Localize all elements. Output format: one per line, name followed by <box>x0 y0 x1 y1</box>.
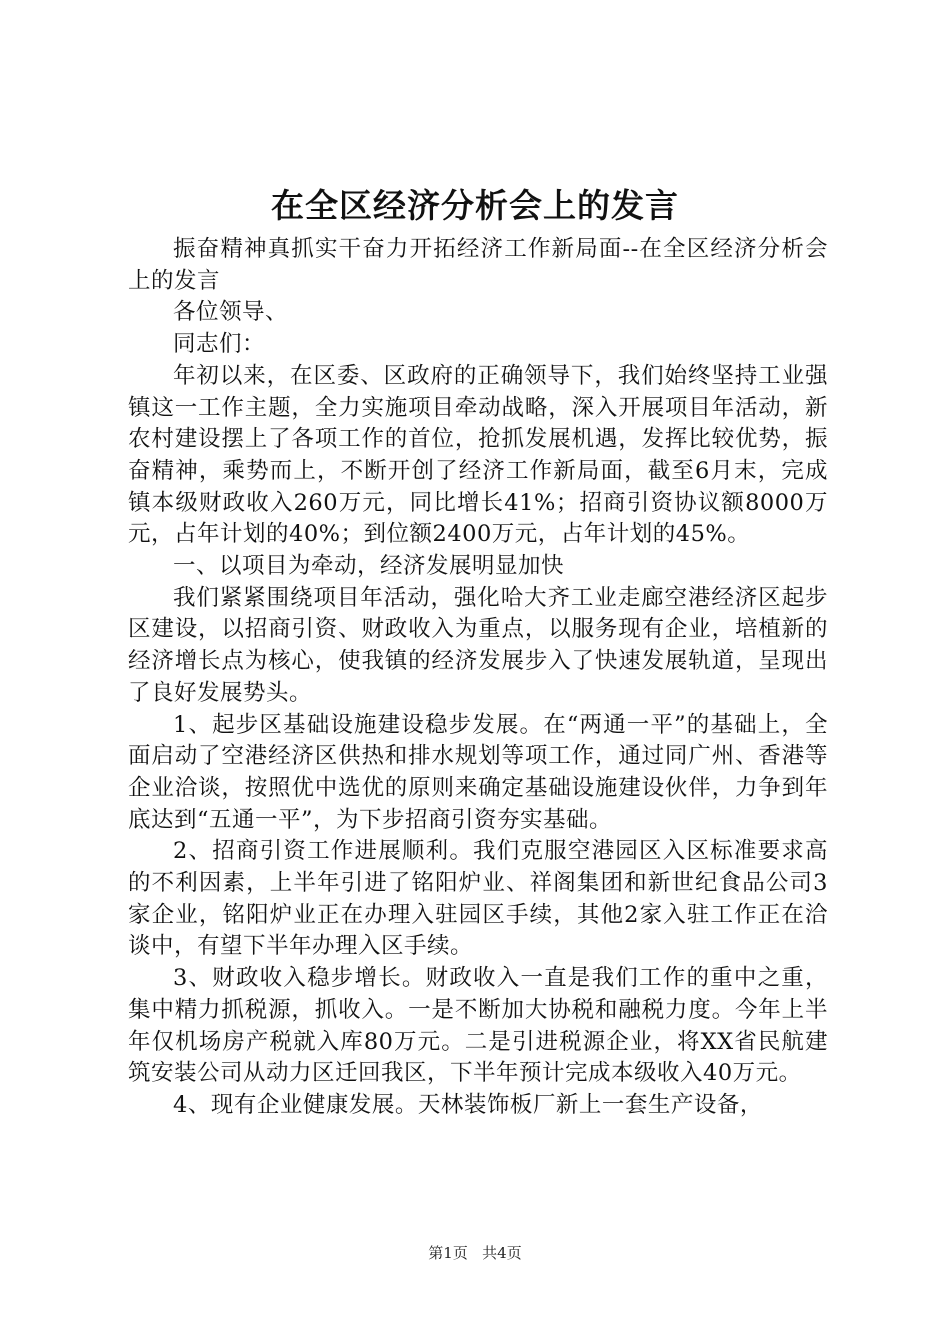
subtitle-paragraph: 振奋精神真抓实干奋力开拓经济工作新局面--在全区经济分析会上的发言 <box>128 236 828 294</box>
item-1-paragraph: 1、起步区基础设施建设稳步发展。在“两通一平”的基础上，全面启动了空港经济区供热和排水规划等项工作，通过同广州、香港等企业洽谈，按照优中选优的原则来确定基础设施建设伙伴，力争到年底达到“五通一平”，为下步招商引资夯实基础。 <box>128 711 828 833</box>
item-2-paragraph: 2、招商引资工作进展顺利。我们克服空港园区入区标准要求高的不利因素，上半年引进了铭阳炉业、祥阁集团和新世纪食品公司3家企业，铭阳炉业正在办理入驻园区手续，其他2家入驻工作正在洽谈中，有望下半年办理入区手续。 <box>128 838 828 960</box>
item-3-paragraph: 3、财政收入稳步增长。财政收入一直是我们工作的重中之重，集中精力抓税源，抓收入。一是不断加大协税和融税力度。今年上半年仅机场房产税就入库80万元。二是引进税源企业，将XX省民航建筑安装公司从动力区迁回我区，下半年预计完成本级收入40万元。 <box>128 965 828 1087</box>
document-body <box>128 234 828 1122</box>
salutation-comrades: 同志们： <box>173 331 266 358</box>
page-number: 第1页 <box>428 1244 468 1262</box>
page-footer <box>0 1242 950 1264</box>
section-1-paragraph: 我们紧紧围绕项目年活动，强化哈大齐工业走廊空港经济区起步区建设，以招商引资、财政收入为重点，以服务现有企业，培植新的经济增长点为核心，使我镇的经济发展步入了快速发展轨道，呈现出了良好发展势头。 <box>128 584 828 706</box>
item-4-paragraph: 4、现有企业健康发展。天林装饰板厂新上一套生产设备， <box>173 1091 763 1118</box>
page-total: 共4页 <box>482 1244 522 1262</box>
intro-paragraph: 年初以来，在区委、区政府的正确领导下，我们始终坚持工业强镇这一工作主题，全力实施项目牵动战略，深入开展项目年活动，新农村建设摆上了各项工作的首位，抢抓发展机遇，发挥比较优势，振奋精神，乘势而上，不断开创了经济工作新局面，截至6月末，完成镇本级财政收入260万元，同比增长41%；招商引资协议额8000万元，占年计划的40%；到位额2400万元，占年计划的45%。 <box>128 362 828 548</box>
page-separator <box>473 1244 478 1262</box>
salutation-leaders: 各位领导、 <box>173 299 289 326</box>
document-title: 在全区经济分析会上的发言 <box>271 186 679 225</box>
section-heading-1: 一、以项目为牵动，经济发展明显加快 <box>173 553 565 580</box>
